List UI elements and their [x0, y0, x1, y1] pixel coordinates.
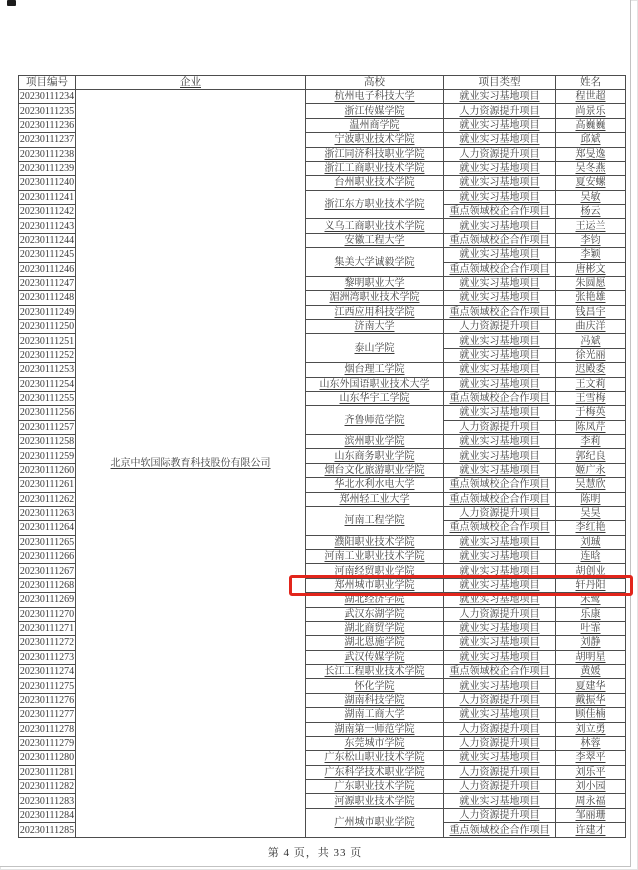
person-name-cell: 宋鹭: [556, 593, 626, 607]
project-type-cell: 重点领域校企合作项目: [444, 521, 556, 535]
university-cell: 泰山学院: [306, 334, 444, 363]
project-type-cell: 人力资源提升项目: [444, 420, 556, 434]
person-name-cell: 刘小园: [556, 780, 626, 794]
university-cell: 浙江东方职业技术学院: [306, 190, 444, 219]
person-name-cell: 李翠平: [556, 751, 626, 765]
project-id-cell: 20230111239: [19, 163, 75, 175]
project-id-cell: 20230111255: [19, 393, 75, 405]
project-id-cell: 20230111251: [19, 335, 75, 347]
university-cell: 集美大学诚毅学院: [306, 248, 444, 277]
project-type-cell: 人力资源提升项目: [444, 147, 556, 161]
project-type-cell: 就业实习基地项目: [444, 751, 556, 765]
university-cell: 怀化学院: [306, 679, 444, 693]
project-type-cell: 就业实习基地项目: [444, 377, 556, 391]
project-id-cell: 20230111254: [19, 378, 75, 390]
university-cell: 安徽工程大学: [306, 233, 444, 247]
person-name-cell: 邱斌: [556, 133, 626, 147]
project-id-cell: 20230111253: [19, 364, 75, 376]
person-name-cell: 高巍巍: [556, 118, 626, 132]
university-cell: 湖北经济学院: [306, 593, 444, 607]
person-name-cell: 王雪梅: [556, 391, 626, 405]
project-id-cell: 20230111280: [19, 752, 75, 764]
project-id-cell: 20230111241: [19, 191, 75, 203]
project-type-cell: 就业实习基地项目: [444, 550, 556, 564]
person-name-cell: 李红艳: [556, 521, 626, 535]
project-type-cell: 就业实习基地项目: [444, 248, 556, 262]
project-type-cell: 重点领域校企合作项目: [444, 478, 556, 492]
project-type-cell: 就业实习基地项目: [444, 621, 556, 635]
project-id-cell: 20230111244: [19, 234, 75, 246]
person-name-cell: 吴冬燕: [556, 161, 626, 175]
university-cell: 江西应用科技学院: [306, 305, 444, 319]
university-cell: 广东松山职业技术学院: [306, 751, 444, 765]
project-id-cell: 20230111262: [19, 493, 75, 505]
university-cell: 湖北商贸学院: [306, 621, 444, 635]
project-type-cell: 就业实习基地项目: [444, 578, 556, 592]
person-name-cell: 轩丹阳: [556, 578, 626, 592]
person-name-cell: 林蓉: [556, 736, 626, 750]
project-id-cell: 20230111285: [19, 824, 75, 836]
person-name-cell: 夏建华: [556, 679, 626, 693]
person-name-cell: 叶霏: [556, 621, 626, 635]
project-type-cell: 就业实习基地项目: [444, 435, 556, 449]
person-name-cell: 钱昌宇: [556, 305, 626, 319]
university-cell: 广州城市职业学院: [306, 808, 444, 837]
project-id-cell: 20230111275: [19, 680, 75, 692]
project-type-cell: 就业实习基地项目: [444, 406, 556, 420]
project-type-cell: 人力资源提升项目: [444, 765, 556, 779]
project-type-cell: 就业实习基地项目: [444, 449, 556, 463]
project-type-cell: 就业实习基地项目: [444, 161, 556, 175]
university-cell: 温州商学院: [306, 118, 444, 132]
university-cell: 烟台理工学院: [306, 363, 444, 377]
university-cell: 河源职业技术学院: [306, 794, 444, 808]
university-cell: 宁波职业技术学院: [306, 133, 444, 147]
table-row: [19, 90, 626, 104]
project-type-cell: 重点领域校企合作项目: [444, 823, 556, 838]
project-id-cell: 20230111249: [19, 306, 75, 318]
project-type-cell: 重点领域校企合作项目: [444, 492, 556, 506]
col-header-university: 高校: [306, 76, 444, 90]
project-type-cell: 就业实习基地项目: [444, 564, 556, 578]
project-id-cell: 20230111263: [19, 508, 75, 520]
page-number-footer: 第 4 页，共 33 页: [267, 847, 363, 859]
project-type-cell: 就业实习基地项目: [444, 118, 556, 132]
project-type-cell: 就业实习基地项目: [444, 133, 556, 147]
project-type-cell: 人力资源提升项目: [444, 780, 556, 794]
project-type-cell: 人力资源提升项目: [444, 607, 556, 621]
university-cell: 浙江工商职业技术学院: [306, 161, 444, 175]
person-name-cell: 李颖: [556, 248, 626, 262]
project-id-cell: 20230111237: [19, 134, 75, 146]
person-name-cell: 唐彬文: [556, 262, 626, 276]
university-cell: 河南经贸职业学院: [306, 564, 444, 578]
project-id-cell: 20230111259: [19, 450, 75, 462]
person-name-cell: 戴振华: [556, 693, 626, 707]
university-cell: 湖南第一师范学院: [306, 722, 444, 736]
project-id-cell: 20230111258: [19, 436, 75, 448]
table-header-row: [19, 76, 626, 90]
project-id-cell: 20230111281: [19, 766, 75, 778]
project-type-cell: 就业实习基地项目: [444, 708, 556, 722]
university-cell: 浙江传媒学院: [306, 104, 444, 118]
project-id-cell: 20230111279: [19, 738, 75, 750]
person-name-cell: 程世超: [556, 90, 626, 104]
project-id-cell: 20230111250: [19, 321, 75, 333]
person-name-cell: 顾佳楠: [556, 708, 626, 722]
person-name-cell: 周永福: [556, 794, 626, 808]
university-cell: 武汉东湖学院: [306, 607, 444, 621]
project-type-cell: 重点领域校企合作项目: [444, 233, 556, 247]
university-cell: 东莞城市学院: [306, 736, 444, 750]
person-name-cell: 尚景乐: [556, 104, 626, 118]
project-id-cell: 20230111248: [19, 292, 75, 304]
project-id-cell: 20230111272: [19, 637, 75, 649]
university-cell: 华北水利水电大学: [306, 478, 444, 492]
project-id-cell: 20230111270: [19, 608, 75, 620]
project-type-cell: 人力资源提升项目: [444, 736, 556, 750]
university-cell: 郑州轻工业大学: [306, 492, 444, 506]
project-type-cell: 人力资源提升项目: [444, 506, 556, 520]
person-name-cell: 连晗: [556, 550, 626, 564]
person-name-cell: 胡明星: [556, 650, 626, 664]
project-type-cell: 人力资源提升项目: [444, 693, 556, 707]
project-id-cell: 20230111274: [19, 666, 75, 678]
project-id-cell: 20230111245: [19, 249, 75, 261]
person-name-cell: 刘乐平: [556, 765, 626, 779]
person-name-cell: 陈明: [556, 492, 626, 506]
project-type-cell: 就业实习基地项目: [444, 679, 556, 693]
project-id-cell: 20230111282: [19, 781, 75, 793]
col-header-project-id: 项目编号: [19, 76, 76, 90]
project-id-cell: 20230111236: [19, 119, 75, 131]
project-type-cell: 重点领域校企合作项目: [444, 391, 556, 405]
project-type-cell: 就业实习基地项目: [444, 90, 556, 104]
project-type-cell: 就业实习基地项目: [444, 535, 556, 549]
person-name-cell: 刘珹: [556, 535, 626, 549]
university-cell: 滨州职业学院: [306, 435, 444, 449]
person-name-cell: 张艳雄: [556, 291, 626, 305]
person-name-cell: 王运兰: [556, 219, 626, 233]
project-id-cell: 20230111247: [19, 278, 75, 290]
university-cell: 湖北恩施学院: [306, 636, 444, 650]
person-name-cell: 吴慧欣: [556, 478, 626, 492]
person-name-cell: 王文莉: [556, 377, 626, 391]
person-name-cell: 迟殿委: [556, 363, 626, 377]
person-name-cell: 郑旻逸: [556, 147, 626, 161]
project-type-cell: 重点领域校企合作项目: [444, 305, 556, 319]
person-name-cell: 许建才: [556, 823, 626, 838]
university-cell: 济南大学: [306, 320, 444, 334]
project-id-cell: 20230111265: [19, 536, 75, 548]
project-type-cell: 就业实习基地项目: [444, 190, 556, 204]
project-id-cell: 20230111240: [19, 177, 75, 189]
person-name-cell: 吴敏: [556, 190, 626, 204]
person-name-cell: 朱圆愿: [556, 276, 626, 290]
person-name-cell: 夏安螺: [556, 176, 626, 190]
project-id-cell: 20230111268: [19, 579, 75, 591]
person-name-cell: 刘静: [556, 636, 626, 650]
project-id-cell: 20230111266: [19, 551, 75, 563]
project-type-cell: 就业实习基地项目: [444, 636, 556, 650]
university-cell: 河南工业职业技术学院: [306, 550, 444, 564]
person-name-cell: 刘立勇: [556, 722, 626, 736]
project-type-cell: 就业实习基地项目: [444, 650, 556, 664]
project-type-cell: 就业实习基地项目: [444, 219, 556, 233]
university-cell: 义乌工商职业技术学院: [306, 219, 444, 233]
project-id-cell: 20230111260: [19, 464, 75, 476]
project-id-cell: 20230111278: [19, 723, 75, 735]
project-id-cell: 20230111256: [19, 407, 75, 419]
project-type-cell: 就业实习基地项目: [444, 363, 556, 377]
person-name-cell: 徐光丽: [556, 348, 626, 362]
university-cell: 山东商务职业学院: [306, 449, 444, 463]
university-cell: 长江工程职业技术学院: [306, 665, 444, 679]
university-cell: 郑州城市职业学院: [306, 578, 444, 592]
project-type-cell: 就业实习基地项目: [444, 794, 556, 808]
project-type-cell: 就业实习基地项目: [444, 593, 556, 607]
project-id-cell: 20230111261: [19, 479, 75, 491]
company-cell: 北京中软国际教育科技股份有限公司: [76, 90, 306, 838]
person-name-cell: 李钧: [556, 233, 626, 247]
project-id-cell: 20230111283: [19, 795, 75, 807]
person-name-cell: 于梅英: [556, 406, 626, 420]
project-id-cell: 20230111242: [19, 206, 75, 218]
project-type-cell: 重点领域校企合作项目: [444, 262, 556, 276]
university-cell: 湖南工商大学: [306, 708, 444, 722]
university-cell: 广东科学技术职业学院: [306, 765, 444, 779]
project-type-cell: 人力资源提升项目: [444, 722, 556, 736]
project-id-cell: 20230111243: [19, 220, 75, 232]
project-id-cell: 20230111235: [19, 105, 75, 117]
person-name-cell: 郭纪良: [556, 449, 626, 463]
project-id-cell: 20230111277: [19, 709, 75, 721]
university-cell: 杭州电子科技大学: [306, 90, 444, 104]
project-type-cell: 重点领域校企合作项目: [444, 205, 556, 219]
person-name-cell: 冯斌: [556, 334, 626, 348]
university-cell: 湖南科技学院: [306, 693, 444, 707]
page-corner-artifact: [7, 0, 16, 6]
project-roster-table: [18, 75, 626, 838]
university-cell: 濮阳职业技术学院: [306, 535, 444, 549]
table-body: [19, 90, 626, 838]
project-type-cell: 就业实习基地项目: [444, 176, 556, 190]
person-name-cell: 邹丽珊: [556, 808, 626, 822]
project-type-cell: 就业实习基地项目: [444, 463, 556, 477]
project-type-cell: 就业实习基地项目: [444, 291, 556, 305]
project-type-cell: 就业实习基地项目: [444, 334, 556, 348]
university-cell: 山东华宇工学院: [306, 391, 444, 405]
person-name-cell: 黄媛: [556, 665, 626, 679]
university-cell: 山东外国语职业技术大学: [306, 377, 444, 391]
project-id-cell: 20230111284: [19, 809, 75, 821]
university-cell: 烟台文化旅游职业学院: [306, 463, 444, 477]
col-header-name: 姓名: [556, 76, 626, 90]
project-id-cell: 20230111246: [19, 263, 75, 275]
university-cell: 广东职业技术学院: [306, 780, 444, 794]
person-name-cell: 姬广永: [556, 463, 626, 477]
project-id-cell: 20230111276: [19, 694, 75, 706]
university-cell: 齐鲁师范学院: [306, 406, 444, 435]
project-type-cell: 就业实习基地项目: [444, 348, 556, 362]
project-type-cell: 人力资源提升项目: [444, 808, 556, 822]
person-name-cell: 吴昊: [556, 506, 626, 520]
project-id-cell: 20230111238: [19, 148, 75, 160]
project-id-cell: 20230111267: [19, 565, 75, 577]
project-id-cell: 20230111264: [19, 522, 75, 534]
university-cell: 湄洲湾职业技术学院: [306, 291, 444, 305]
person-name-cell: 陈凤芹: [556, 420, 626, 434]
university-cell: 浙江同济科技职业学院: [306, 147, 444, 161]
university-cell: 武汉传媒学院: [306, 650, 444, 664]
person-name-cell: 杨云: [556, 205, 626, 219]
project-id-cell: 20230111269: [19, 594, 75, 606]
project-type-cell: 人力资源提升项目: [444, 320, 556, 334]
col-header-company: 企业: [76, 76, 306, 90]
person-name-cell: 胡创业: [556, 564, 626, 578]
university-cell: 黎明职业大学: [306, 276, 444, 290]
project-type-cell: 重点领域校企合作项目: [444, 665, 556, 679]
person-name-cell: 曲庆洋: [556, 320, 626, 334]
project-id-cell: 20230111234: [19, 91, 75, 103]
project-id-cell: 20230111257: [19, 421, 75, 433]
col-header-project-type: 项目类型: [444, 76, 556, 90]
project-id-cell: 20230111273: [19, 651, 75, 663]
university-cell: 河南工程学院: [306, 506, 444, 535]
project-type-cell: 人力资源提升项目: [444, 104, 556, 118]
university-cell: 台州职业技术学院: [306, 176, 444, 190]
project-type-cell: 就业实习基地项目: [444, 276, 556, 290]
project-id-cell: 20230111271: [19, 623, 75, 635]
person-name-cell: 李莉: [556, 435, 626, 449]
project-id-cell: 20230111252: [19, 349, 75, 361]
person-name-cell: 乐康: [556, 607, 626, 621]
